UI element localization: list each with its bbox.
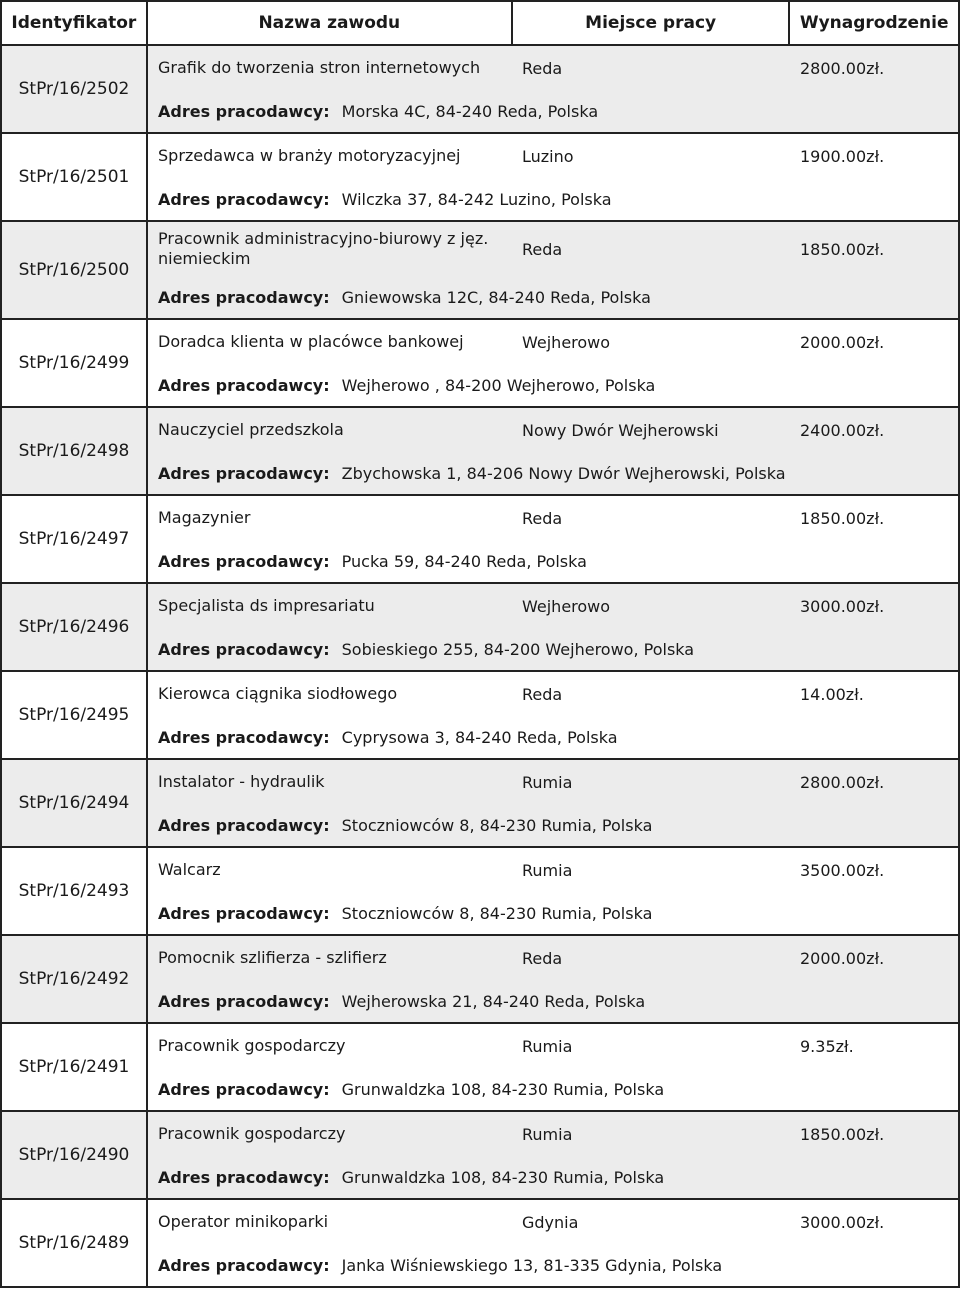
workplace: Nowy Dwór Wejherowski bbox=[522, 420, 719, 440]
row-main-line bbox=[158, 1200, 958, 1244]
employer-address-line bbox=[158, 980, 958, 1022]
table-header bbox=[0, 0, 960, 46]
job-name: Instalator - hydraulik bbox=[158, 772, 325, 791]
row-main-line bbox=[158, 222, 958, 276]
row-main-line bbox=[158, 134, 958, 178]
row-identifier: StPr/16/2498 bbox=[2, 408, 148, 494]
employer-address: Sobieskiego 255, 84-200 Wejherowo, Polska bbox=[341, 639, 695, 659]
address-label: Adres pracodawcy: bbox=[158, 287, 330, 307]
job-name: Pracownik administracyjno-biurowy z jęz. niemieckim bbox=[158, 229, 489, 268]
address-label: Adres pracodawcy: bbox=[158, 189, 330, 209]
row-identifier: StPr/16/2491 bbox=[2, 1024, 148, 1110]
workplace: Rumia bbox=[522, 1036, 573, 1056]
table-row bbox=[0, 760, 960, 848]
address-label: Adres pracodawcy: bbox=[158, 463, 330, 483]
employer-address: Gniewowska 12C, 84-240 Reda, Polska bbox=[341, 287, 651, 307]
salary: 2000.00zł. bbox=[800, 332, 885, 352]
row-main-line bbox=[158, 936, 958, 980]
row-details bbox=[148, 584, 958, 670]
workplace: Rumia bbox=[522, 1124, 573, 1144]
salary: 2400.00zł. bbox=[800, 420, 885, 440]
row-main-line bbox=[158, 408, 958, 452]
employer-address-line bbox=[158, 178, 958, 220]
employer-address: Cyprysowa 3, 84-240 Reda, Polska bbox=[341, 727, 618, 747]
address-label: Adres pracodawcy: bbox=[158, 375, 330, 395]
header-job-name: Nazwa zawodu bbox=[148, 2, 513, 44]
header-workplace: Miejsce pracy bbox=[513, 2, 790, 44]
address-label: Adres pracodawcy: bbox=[158, 727, 330, 747]
employer-address-line bbox=[158, 628, 958, 670]
job-name: Pracownik gospodarczy bbox=[158, 1036, 346, 1055]
employer-address: Wejherowska 21, 84-240 Reda, Polska bbox=[341, 991, 646, 1011]
workplace: Reda bbox=[522, 508, 563, 528]
table-row bbox=[0, 936, 960, 1024]
employer-address-line bbox=[158, 90, 958, 132]
employer-address: Stoczniowców 8, 84-230 Rumia, Polska bbox=[341, 815, 653, 835]
salary: 2000.00zł. bbox=[800, 948, 885, 968]
row-main-line bbox=[158, 1112, 958, 1156]
salary: 3000.00zł. bbox=[800, 1212, 885, 1232]
workplace: Gdynia bbox=[522, 1212, 579, 1232]
row-identifier: StPr/16/2500 bbox=[2, 222, 148, 318]
employer-address-line bbox=[158, 716, 958, 758]
salary: 14.00zł. bbox=[800, 684, 864, 704]
employer-address-line bbox=[158, 1068, 958, 1110]
address-label: Adres pracodawcy: bbox=[158, 639, 330, 659]
row-details bbox=[148, 936, 958, 1022]
job-name: Pomocnik szlifierza - szlifierz bbox=[158, 948, 387, 967]
workplace: Reda bbox=[522, 948, 563, 968]
row-details bbox=[148, 134, 958, 220]
row-details bbox=[148, 496, 958, 582]
job-name: Grafik do tworzenia stron internetowych bbox=[158, 58, 481, 77]
row-details bbox=[148, 672, 958, 758]
row-main-line bbox=[158, 496, 958, 540]
address-label: Adres pracodawcy: bbox=[158, 101, 330, 121]
row-identifier: StPr/16/2501 bbox=[2, 134, 148, 220]
row-details bbox=[148, 760, 958, 846]
row-identifier: StPr/16/2495 bbox=[2, 672, 148, 758]
job-name: Walcarz bbox=[158, 860, 221, 879]
table-row bbox=[0, 848, 960, 936]
salary: 3000.00zł. bbox=[800, 596, 885, 616]
row-main-line bbox=[158, 320, 958, 364]
workplace: Rumia bbox=[522, 772, 573, 792]
row-details bbox=[148, 1112, 958, 1198]
row-identifier: StPr/16/2490 bbox=[2, 1112, 148, 1198]
job-name: Operator minikoparki bbox=[158, 1212, 329, 1231]
row-details bbox=[148, 1024, 958, 1110]
job-name: Magazynier bbox=[158, 508, 251, 527]
address-label: Adres pracodawcy: bbox=[158, 1167, 330, 1187]
table-row bbox=[0, 222, 960, 320]
employer-address-line bbox=[158, 452, 958, 494]
job-name: Kierowca ciągnika siodłowego bbox=[158, 684, 398, 703]
employer-address: Stoczniowców 8, 84-230 Rumia, Polska bbox=[341, 903, 653, 923]
employer-address-line bbox=[158, 364, 958, 406]
employer-address-line bbox=[158, 892, 958, 934]
salary: 1850.00zł. bbox=[800, 508, 885, 528]
row-main-line bbox=[158, 760, 958, 804]
employer-address-line bbox=[158, 1156, 958, 1198]
job-name: Specjalista ds impresariatu bbox=[158, 596, 375, 615]
workplace: Wejherowo bbox=[522, 596, 611, 616]
salary: 9.35zł. bbox=[800, 1036, 854, 1056]
employer-address: Pucka 59, 84-240 Reda, Polska bbox=[341, 551, 587, 571]
row-details bbox=[148, 320, 958, 406]
salary: 1850.00zł. bbox=[800, 239, 885, 259]
row-identifier: StPr/16/2494 bbox=[2, 760, 148, 846]
table-row bbox=[0, 320, 960, 408]
row-main-line bbox=[158, 46, 958, 90]
header-salary: Wynagrodzenie bbox=[790, 2, 960, 44]
workplace: Reda bbox=[522, 58, 563, 78]
row-details bbox=[148, 848, 958, 934]
row-details bbox=[148, 1200, 958, 1286]
row-main-line bbox=[158, 1024, 958, 1068]
job-name: Pracownik gospodarczy bbox=[158, 1124, 346, 1143]
address-label: Adres pracodawcy: bbox=[158, 903, 330, 923]
row-details bbox=[148, 222, 958, 318]
row-main-line bbox=[158, 584, 958, 628]
row-identifier: StPr/16/2492 bbox=[2, 936, 148, 1022]
employer-address: Wilczka 37, 84-242 Luzino, Polska bbox=[341, 189, 612, 209]
employer-address: Morska 4C, 84-240 Reda, Polska bbox=[341, 101, 599, 121]
employer-address: Grunwaldzka 108, 84-230 Rumia, Polska bbox=[341, 1079, 665, 1099]
salary: 1900.00zł. bbox=[800, 146, 885, 166]
employer-address: Zbychowska 1, 84-206 Nowy Dwór Wejherowski, Polska bbox=[341, 463, 786, 483]
salary: 1850.00zł. bbox=[800, 1124, 885, 1144]
table-row bbox=[0, 584, 960, 672]
row-identifier: StPr/16/2502 bbox=[2, 46, 148, 132]
job-name: Nauczyciel przedszkola bbox=[158, 420, 344, 439]
row-details bbox=[148, 46, 958, 132]
workplace: Luzino bbox=[522, 146, 574, 166]
employer-address: Janka Wiśniewskiego 13, 81-335 Gdynia, Polska bbox=[341, 1255, 723, 1275]
table-row bbox=[0, 1024, 960, 1112]
table-row bbox=[0, 1112, 960, 1200]
header-identifier: Identyfikator bbox=[2, 2, 148, 44]
row-identifier: StPr/16/2493 bbox=[2, 848, 148, 934]
address-label: Adres pracodawcy: bbox=[158, 991, 330, 1011]
row-identifier: StPr/16/2489 bbox=[2, 1200, 148, 1286]
table-body bbox=[0, 46, 960, 1288]
employer-address-line bbox=[158, 540, 958, 582]
workplace: Reda bbox=[522, 239, 563, 259]
row-identifier: StPr/16/2499 bbox=[2, 320, 148, 406]
row-details bbox=[148, 408, 958, 494]
address-label: Adres pracodawcy: bbox=[158, 1079, 330, 1099]
workplace: Wejherowo bbox=[522, 332, 611, 352]
job-name: Doradca klienta w placówce bankowej bbox=[158, 332, 464, 351]
row-main-line bbox=[158, 672, 958, 716]
table-row bbox=[0, 46, 960, 134]
address-label: Adres pracodawcy: bbox=[158, 815, 330, 835]
table-row bbox=[0, 672, 960, 760]
address-label: Adres pracodawcy: bbox=[158, 1255, 330, 1275]
employer-address-line bbox=[158, 804, 958, 846]
table-row bbox=[0, 496, 960, 584]
salary: 3500.00zł. bbox=[800, 860, 885, 880]
salary: 2800.00zł. bbox=[800, 58, 885, 78]
row-identifier: StPr/16/2497 bbox=[2, 496, 148, 582]
workplace: Rumia bbox=[522, 860, 573, 880]
address-label: Adres pracodawcy: bbox=[158, 551, 330, 571]
job-name: Sprzedawca w branży motoryzacyjnej bbox=[158, 146, 461, 165]
table-row bbox=[0, 1200, 960, 1288]
table-row bbox=[0, 134, 960, 222]
employer-address: Wejherowo , 84-200 Wejherowo, Polska bbox=[341, 375, 656, 395]
employer-address-line bbox=[158, 276, 958, 318]
employer-address-line bbox=[158, 1244, 958, 1286]
workplace: Reda bbox=[522, 684, 563, 704]
row-identifier: StPr/16/2496 bbox=[2, 584, 148, 670]
row-main-line bbox=[158, 848, 958, 892]
employer-address: Grunwaldzka 108, 84-230 Rumia, Polska bbox=[341, 1167, 665, 1187]
salary: 2800.00zł. bbox=[800, 772, 885, 792]
table-row bbox=[0, 408, 960, 496]
